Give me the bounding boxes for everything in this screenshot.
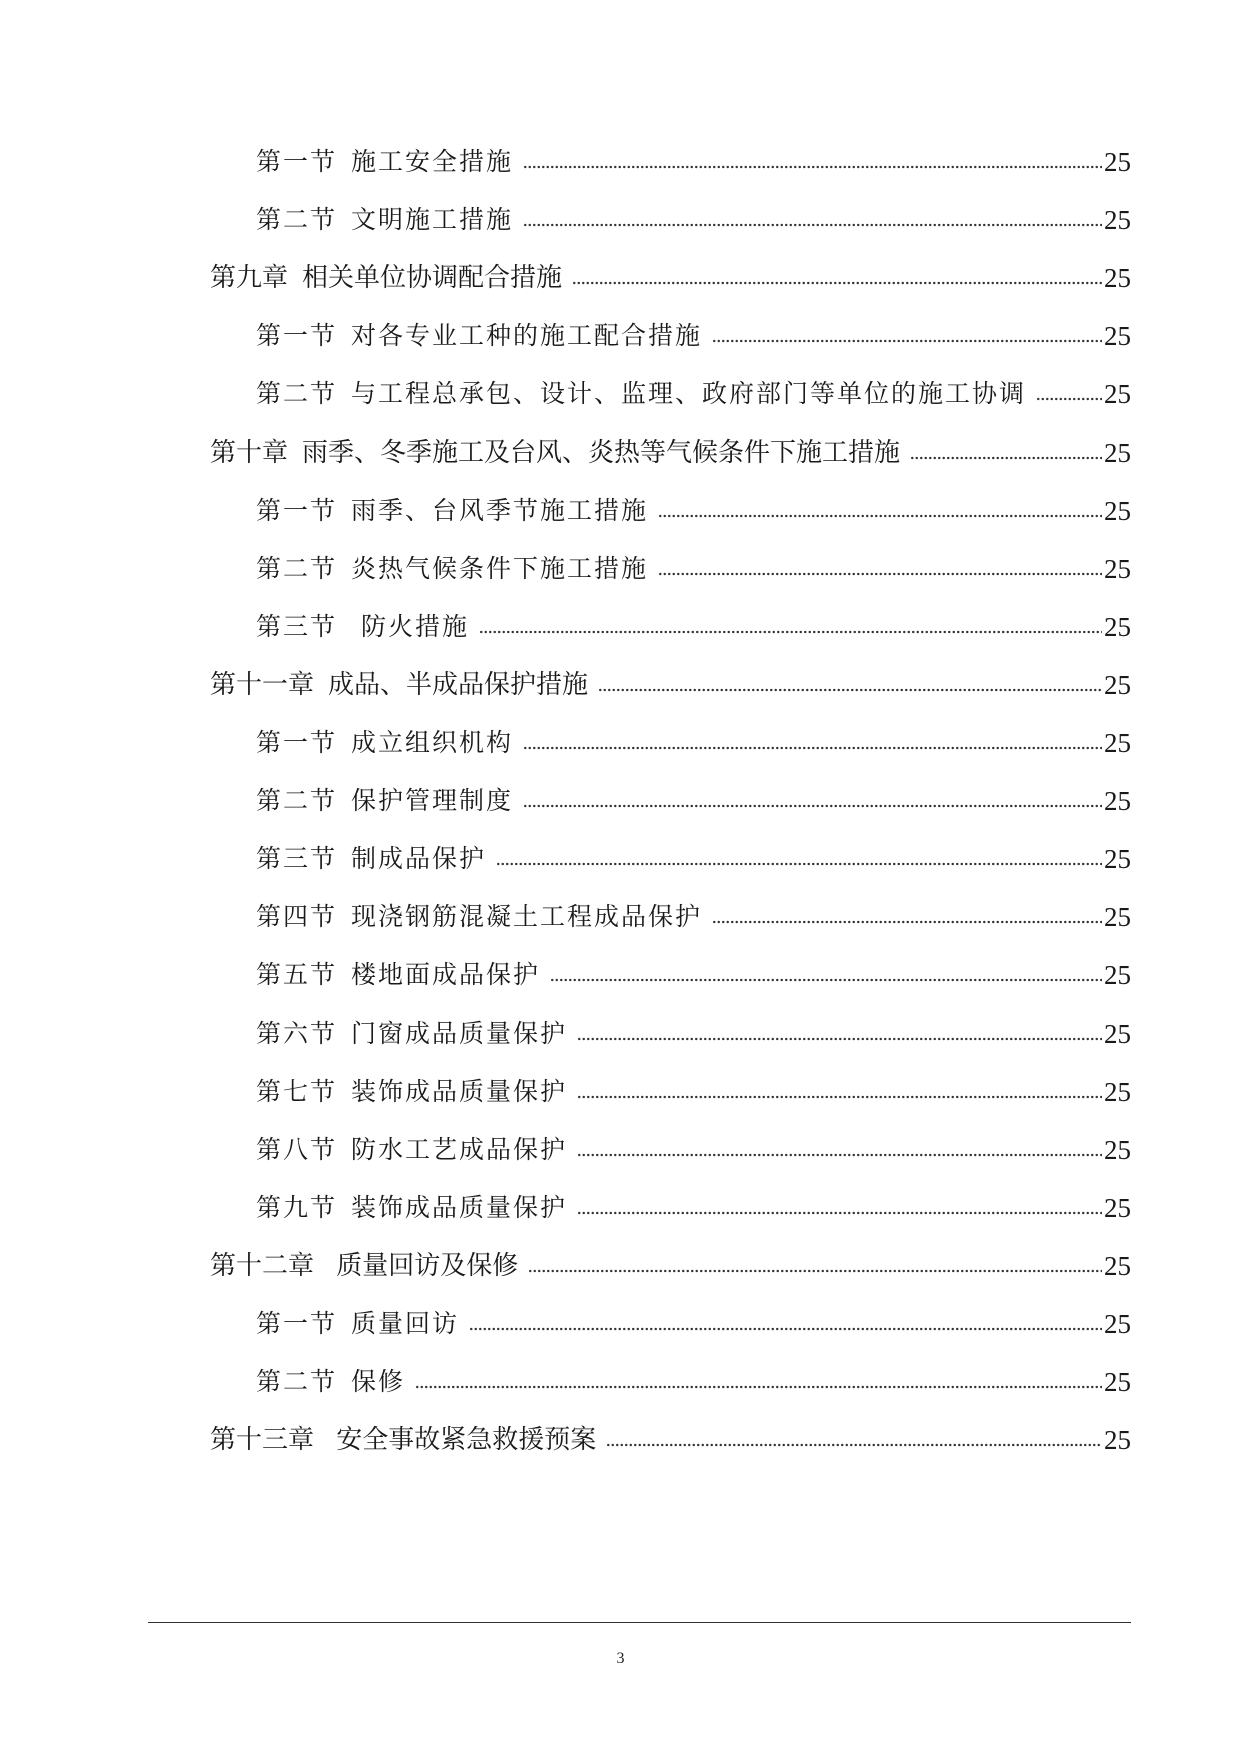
toc-entry-number: 第八节 (256, 1134, 338, 1164)
toc-page-number: 25 (1104, 263, 1131, 294)
toc-chapter-entry[interactable] (210, 665, 1131, 705)
toc-entry-number: 第十一章 (210, 669, 315, 700)
toc-page-number: 25 (1104, 611, 1131, 642)
toc-entry-title: 制成品保护 (351, 844, 487, 874)
toc-section-entry[interactable] (256, 1188, 1131, 1228)
toc-dot-leader (712, 335, 1102, 347)
toc-entry-title: 雨季、冬季施工及台风、炎热等气候条件下施工措施 (302, 437, 901, 468)
toc-entry-title: 质量回访 (351, 1309, 460, 1338)
toc-section-entry[interactable] (256, 781, 1131, 821)
toc-chapter-entry[interactable] (210, 258, 1131, 298)
toc-page-number: 25 (1104, 1309, 1131, 1339)
toc-dot-leader (523, 161, 1102, 173)
toc-section-entry[interactable] (256, 549, 1131, 589)
toc-section-entry[interactable] (256, 1362, 1131, 1402)
toc-entry-title: 质量回访及保修 (328, 1250, 519, 1281)
toc-section-entry[interactable] (256, 1072, 1131, 1112)
toc-entry-title: 防火措施 (351, 611, 469, 641)
toc-page-number: 25 (1104, 960, 1131, 991)
toc-dot-leader (528, 1265, 1102, 1277)
toc-page-number: 25 (1104, 1367, 1131, 1398)
toc-dot-leader (577, 1207, 1102, 1219)
toc-page-number: 25 (1104, 1076, 1131, 1107)
toc-entry-title: 保修 (351, 1367, 406, 1397)
toc-entry-label (210, 1420, 596, 1460)
toc-entry-label (256, 723, 513, 763)
toc-page-number: 25 (1104, 728, 1131, 758)
toc-section-entry[interactable] (256, 897, 1131, 937)
toc-entry-number: 第二节 (256, 786, 338, 816)
toc-dot-leader (577, 1149, 1102, 1161)
toc-entry-label (256, 607, 469, 647)
toc-chapter-entry[interactable] (210, 1246, 1131, 1286)
toc-page-number: 25 (1104, 495, 1131, 526)
toc-section-entry[interactable] (256, 491, 1131, 531)
toc-page-number: 25 (1104, 205, 1131, 236)
toc-entry-label (210, 433, 900, 473)
toc-page-number: 25 (1104, 1134, 1131, 1165)
toc-entry-number: 第三节 (256, 611, 338, 641)
toc-page-number: 25 (1104, 1250, 1131, 1281)
toc-entry-label (256, 781, 513, 821)
toc-dot-leader (523, 219, 1102, 231)
toc-dot-leader (523, 742, 1102, 754)
toc-entry-label (256, 316, 702, 356)
toc-entry-title: 施工安全措施 (351, 147, 514, 176)
toc-entry-title: 与工程总承包、设计、监理、政府部门等单位的施工协调 (351, 379, 1027, 409)
toc-page-number: 25 (1104, 437, 1131, 468)
toc-page-number: 25 (1104, 786, 1131, 817)
toc-entry-label (256, 1014, 567, 1054)
toc-page-number: 25 (1104, 379, 1131, 410)
toc-entry-number: 第一节 (256, 147, 338, 176)
toc-entry-title: 成立组织机构 (351, 728, 514, 757)
toc-entry-number: 第九节 (256, 1192, 338, 1222)
toc-dot-leader (598, 684, 1102, 696)
footer-divider (148, 1622, 1131, 1623)
toc-section-entry[interactable] (256, 723, 1131, 763)
toc-entry-number: 第十二章 (210, 1250, 315, 1281)
toc-section-entry[interactable] (256, 607, 1131, 647)
toc-entry-title: 对各专业工种的施工配合措施 (351, 321, 703, 351)
page-number: 3 (616, 1650, 625, 1667)
toc-entry-label (210, 1246, 518, 1286)
toc-entry-label (256, 1188, 567, 1228)
toc-dot-leader (577, 1091, 1102, 1103)
toc-entry-label (256, 491, 648, 531)
toc-entry-label (256, 1362, 405, 1402)
toc-entry-number: 第十三章 (210, 1425, 315, 1456)
toc-entry-number: 第一节 (256, 1309, 338, 1338)
toc-entry-number: 第五节 (256, 960, 338, 990)
toc-dot-leader (496, 858, 1102, 870)
toc-entry-label (256, 955, 540, 995)
toc-page-number: 25 (1104, 321, 1131, 352)
toc-entry-title: 安全事故紧急救援预案 (328, 1425, 597, 1456)
toc-entry-title: 楼地面成品保护 (351, 960, 541, 990)
toc-entry-number: 第二节 (256, 1367, 338, 1397)
toc-entry-title: 炎热气候条件下施工措施 (351, 553, 649, 583)
toc-entry-label (256, 200, 513, 240)
toc-entry-title: 装饰成品质量保护 (351, 1076, 568, 1106)
toc-dot-leader (712, 916, 1102, 928)
toc-dot-leader (577, 1033, 1102, 1045)
toc-dot-leader (572, 277, 1102, 289)
toc-page-number: 25 (1104, 1425, 1131, 1456)
toc-entry-label (256, 897, 702, 937)
toc-page-number: 25 (1104, 147, 1131, 177)
toc-dot-leader (910, 452, 1102, 464)
toc-entry-number: 第九章 (210, 263, 289, 294)
toc-section-entry[interactable] (256, 1130, 1131, 1170)
toc-entry-label (256, 142, 513, 182)
toc-dot-leader (550, 974, 1102, 986)
toc-entry-label (210, 665, 588, 705)
toc-page-number: 25 (1104, 553, 1131, 584)
toc-dot-leader (415, 1381, 1102, 1393)
toc-entry-number: 第四节 (256, 902, 338, 932)
toc-page-number: 25 (1104, 1192, 1131, 1223)
toc-entry-number: 第二节 (256, 379, 338, 409)
toc-entry-number: 第十章 (210, 437, 289, 468)
toc-dot-leader (479, 626, 1102, 638)
toc-entry-label (210, 258, 562, 298)
toc-dot-leader (1036, 393, 1102, 405)
toc-dot-leader (606, 1439, 1102, 1451)
toc-entry-title: 成品、半成品保护措施 (328, 669, 589, 700)
toc-entry-label (256, 374, 1026, 414)
toc-chapter-entry[interactable] (210, 433, 1131, 473)
toc-entry-number: 第三节 (256, 844, 338, 874)
toc-page-number: 25 (1104, 844, 1131, 875)
toc-dot-leader (523, 800, 1102, 812)
toc-entry-label (256, 1304, 459, 1344)
toc-entry-number: 第二节 (256, 553, 338, 583)
toc-section-entry[interactable] (256, 200, 1131, 240)
toc-section-entry[interactable] (256, 1014, 1131, 1054)
toc-entry-title: 文明施工措施 (351, 205, 514, 235)
toc-entry-number: 第一节 (256, 728, 338, 757)
toc-entry-number: 第一节 (256, 321, 338, 351)
toc-dot-leader (469, 1323, 1102, 1335)
toc-section-entry[interactable] (256, 1304, 1131, 1344)
toc-page-number: 25 (1104, 1018, 1131, 1049)
toc-section-entry[interactable] (256, 142, 1131, 182)
toc-page-number: 25 (1104, 669, 1131, 700)
toc-entry-title: 防水工艺成品保护 (351, 1134, 568, 1164)
toc-dot-leader (658, 568, 1102, 580)
toc-section-entry[interactable] (256, 316, 1131, 356)
toc-entry-number: 第二节 (256, 205, 338, 235)
toc-entry-label (256, 549, 648, 589)
toc-section-entry[interactable] (256, 839, 1131, 879)
toc-page-number: 25 (1104, 902, 1131, 933)
toc-section-entry[interactable] (256, 955, 1131, 995)
toc-entry-title: 相关单位协调配合措施 (302, 263, 563, 294)
toc-entry-title: 雨季、台风季节施工措施 (351, 495, 649, 525)
toc-section-entry[interactable] (256, 374, 1131, 414)
toc-entry-title: 门窗成品质量保护 (351, 1018, 568, 1048)
toc-dot-leader (658, 510, 1102, 522)
toc-entry-number: 第六节 (256, 1018, 338, 1048)
toc-entry-title: 现浇钢筋混凝土工程成品保护 (351, 902, 703, 932)
toc-chapter-entry[interactable] (210, 1420, 1131, 1460)
toc-entry-label (256, 1072, 567, 1112)
toc-entry-title: 装饰成品质量保护 (351, 1192, 568, 1222)
toc-entry-number: 第一节 (256, 495, 338, 525)
toc-entry-number: 第七节 (256, 1076, 338, 1106)
toc-entry-label (256, 1130, 567, 1170)
toc-entry-label (256, 839, 486, 879)
toc-entry-title: 保护管理制度 (351, 786, 514, 816)
